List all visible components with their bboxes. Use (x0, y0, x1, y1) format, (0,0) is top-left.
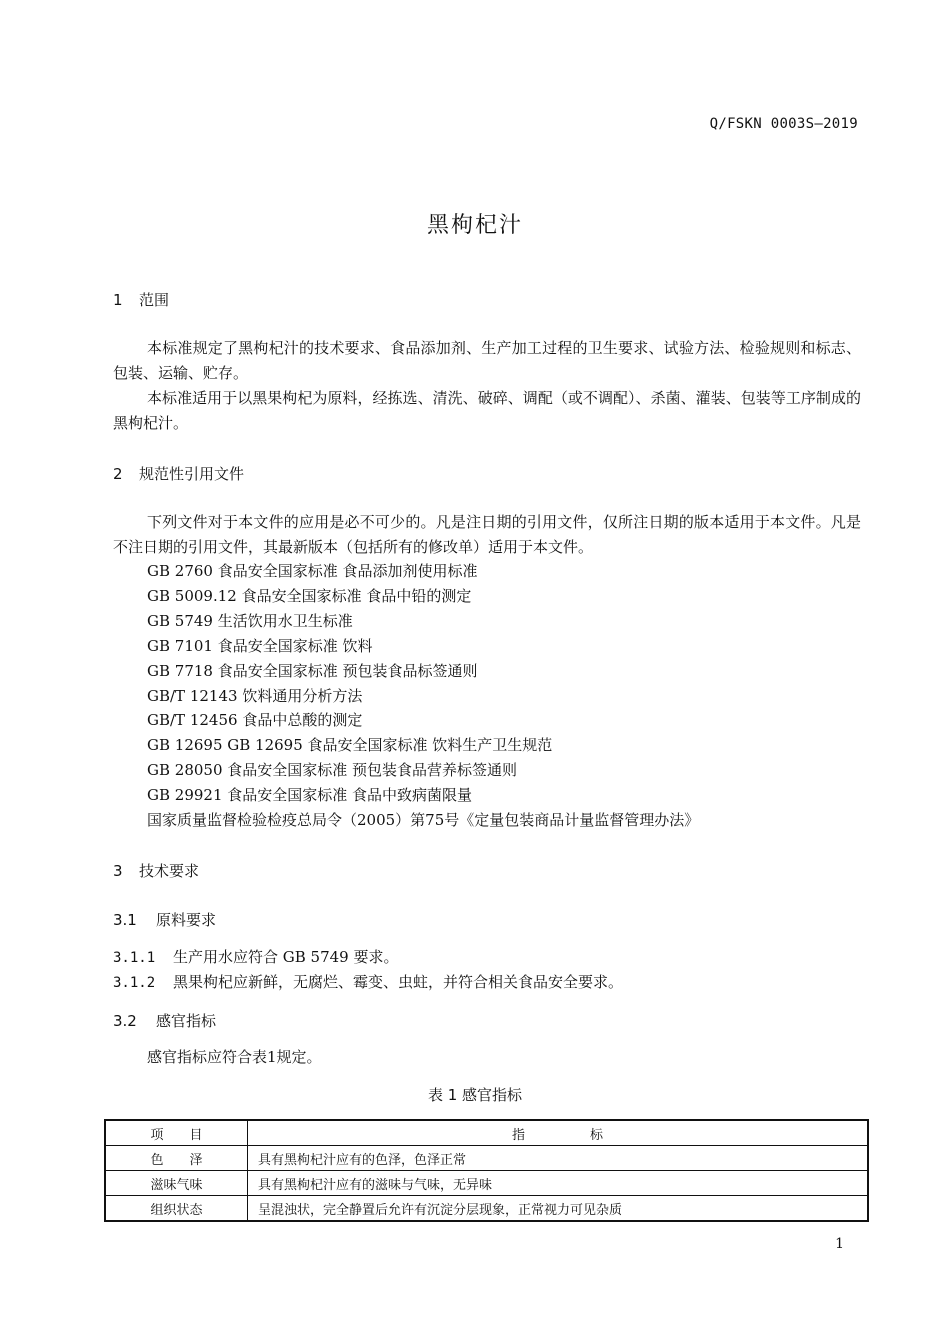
section-3-2-heading (113, 1010, 216, 1031)
section-3-2-text: 感官指标应符合表1规定。 (147, 1048, 322, 1066)
section-1-paragraph-1: 本标准规定了黑枸杞汁的技术要求、食品添加剂、生产加工过程的卫生要求、试验方法、检验规则和标志、包装、运输、贮存。 (113, 339, 861, 382)
section-3-heading (113, 860, 199, 881)
table-cell-item: 组织状态 (105, 1196, 248, 1222)
table-cell-indicator: 具有黑枸杞汁应有的滋味与气味，无异味 (248, 1171, 869, 1196)
sensory-table (104, 1119, 869, 1222)
subsection-number: 3.2 (113, 1012, 137, 1030)
table-header-row (105, 1120, 868, 1146)
clause-text: 生产用水应符合 GB 5749 要求。 (173, 948, 399, 966)
section-3-1-heading (113, 909, 216, 930)
section-number: 2 (113, 465, 123, 483)
section-number: 1 (113, 291, 123, 309)
reference-item: GB 28050 食品安全国家标准 预包装食品营养标签通则 (147, 761, 518, 780)
section-1-heading (113, 289, 169, 310)
table-cell-item: 色 泽 (105, 1146, 248, 1171)
subsection-title: 感官指标 (156, 1012, 217, 1030)
table-caption: 表 1 感官指标 (427, 1086, 523, 1104)
clause-text: 黑果枸杞应新鲜，无腐烂、霉变、虫蛀，并符合相关食品安全要求。 (173, 973, 624, 991)
table-row (105, 1146, 868, 1171)
document-title: 黑枸杞汁 (426, 213, 523, 238)
section-title: 范围 (139, 291, 170, 309)
section-title: 规范性引用文件 (139, 465, 245, 483)
clause-3-1-2 (113, 971, 623, 992)
reference-item: GB/T 12143 饮料通用分析方法 (147, 686, 363, 705)
reference-item: GB 7718 食品安全国家标准 预包装食品标签通则 (147, 661, 478, 680)
reference-item: GB/T 12456 食品中总酸的测定 (147, 711, 363, 730)
table-row (105, 1171, 868, 1196)
reference-item: GB 12695 GB 12695 食品安全国家标准 饮料生产卫生规范 (147, 736, 553, 755)
reference-item: 国家质量监督检验检疫总局令（2005）第75号《定量包装商品计量监督管理办法》 (147, 811, 700, 830)
subsection-number: 3.1 (113, 911, 137, 929)
subsection-title: 原料要求 (156, 911, 217, 929)
reference-item: GB 5749 生活饮用水卫生标准 (147, 611, 353, 630)
section-2-heading (113, 463, 244, 484)
table-header-cell: 项 目 (105, 1120, 248, 1146)
table-row (105, 1196, 868, 1222)
reference-item: GB 29921 食品安全国家标准 食品中致病菌限量 (147, 786, 473, 805)
reference-item: GB 7101 食品安全国家标准 饮料 (147, 636, 373, 655)
section-1-paragraph-2: 本标准适用于以黑果枸杞为原料，经拣选、清洗、破碎、调配（或不调配）、杀菌、灌装、包装等工序制成的黑枸杞汁。 (113, 389, 861, 432)
clause-3-1-1 (113, 946, 399, 967)
reference-item: GB 5009.12 食品安全国家标准 食品中铅的测定 (147, 586, 472, 605)
table-cell-indicator: 具有黑枸杞汁应有的色泽，色泽正常 (248, 1146, 869, 1171)
table-cell-item: 滋味气味 (105, 1171, 248, 1196)
standard-code: Q/FSKN 0003S—2019 (709, 116, 858, 132)
table-header-cell: 指 标 (248, 1120, 869, 1146)
clause-number: 3.1.1 (113, 950, 156, 966)
page-number: 1 (835, 1236, 844, 1252)
table-cell-indicator: 呈混浊状，完全静置后允许有沉淀分层现象，正常视力可见杂质 (248, 1196, 869, 1222)
reference-list (147, 559, 699, 833)
section-number: 3 (113, 862, 123, 880)
reference-item: GB 2760 食品安全国家标准 食品添加剂使用标准 (147, 562, 478, 580)
section-title: 技术要求 (139, 862, 200, 880)
section-2-paragraph: 下列文件对于本文件的应用是必不可少的。凡是注日期的引用文件，仅所注日期的版本适用于本文件。凡是不注日期的引用文件，其最新版本（包括所有的修改单）适用于本文件。 (113, 513, 861, 556)
clause-number: 3.1.2 (113, 975, 156, 991)
